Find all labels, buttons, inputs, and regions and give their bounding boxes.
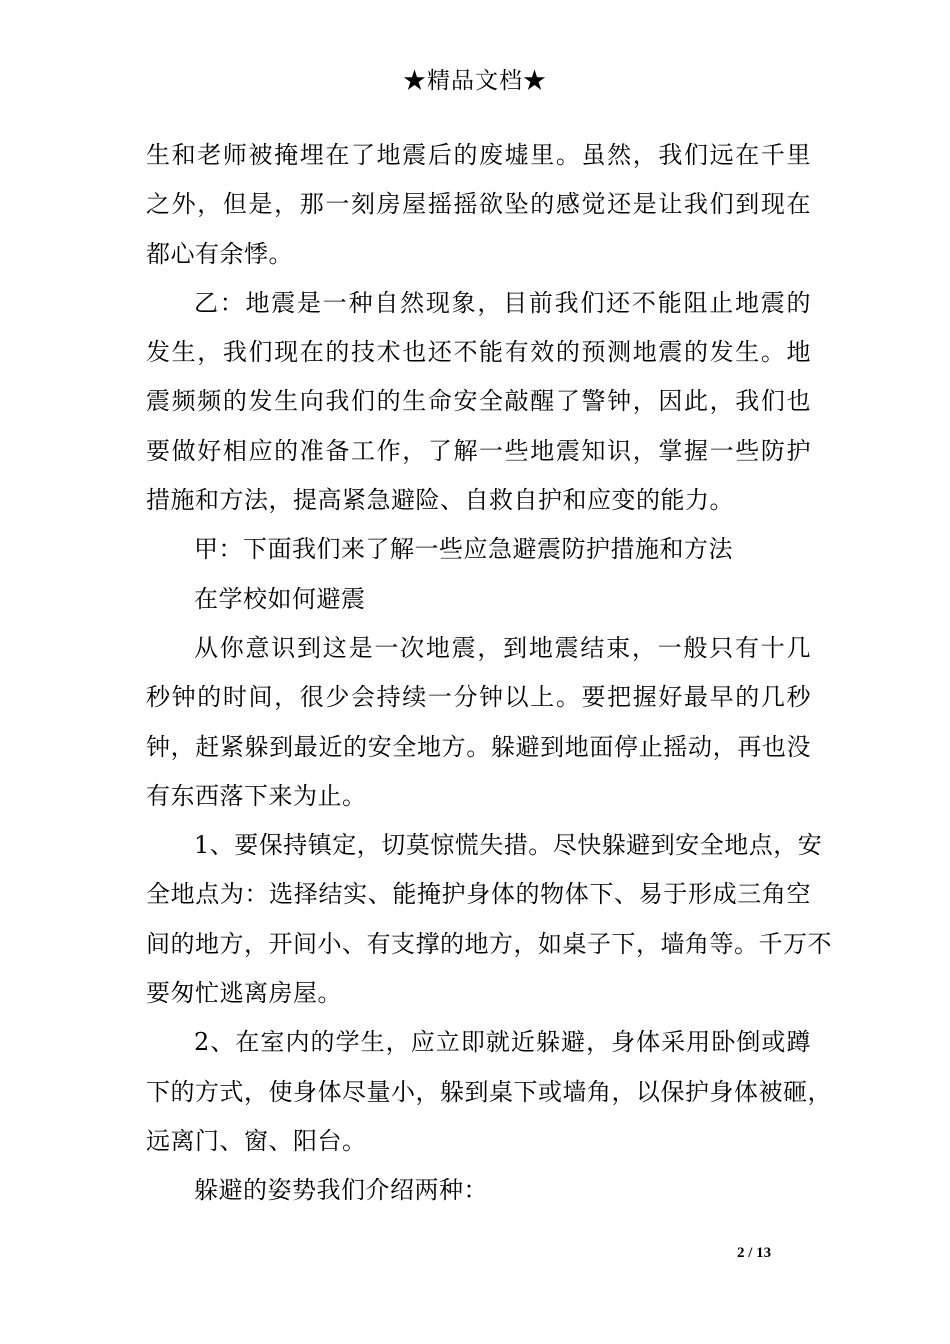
paragraph (146, 525, 811, 574)
page-header-title: ★精品文档★ (403, 68, 547, 94)
text-line: 乙：地震是一种自然现象，目前我们还不能阻止地震的 (194, 288, 811, 317)
document-body (146, 131, 832, 1216)
text-line: 要做好相应的准备工作，了解一些地震知识，掌握一些防护 (146, 436, 811, 465)
paragraph (146, 1166, 811, 1215)
text-line: 从你意识到这是一次地震，到地震结束，一般只有十几 (194, 633, 811, 662)
paragraph (146, 575, 811, 624)
text-line: 远离门、窗、阳台。 (146, 1126, 367, 1155)
text-line: 有东西落下来为止。 (146, 781, 367, 810)
text-line: 2、在室内的学生，应立即就近躲避，身体采用卧倒或蹲 (194, 1028, 811, 1057)
text-line: 都心有余悸。 (146, 239, 293, 268)
paragraph (146, 279, 811, 525)
text-line: 生和老师被掩埋在了地震后的废墟里。虽然，我们远在千里 (146, 141, 811, 169)
text-line: 发生，我们现在的技术也还不能有效的预测地震的发生。地 (146, 338, 811, 367)
text-line: 之外，但是，那一刻房屋摇摇欲坠的感觉还是让我们到现在 (146, 190, 811, 219)
section-heading: 在学校如何避震 (194, 584, 366, 613)
text-line: 要匆忙逃离房屋。 (146, 979, 342, 1008)
text-line: 震频频的发生向我们的生命安全敲醒了警钟，因此，我们也 (146, 387, 811, 416)
page-number: 2 / 13 (737, 1245, 772, 1261)
text-line: 躲避的姿势我们介绍两种： (194, 1176, 488, 1205)
paragraph (146, 624, 811, 821)
text-line: 钟，赶紧躲到最近的安全地方。躲避到地面停止摇动，再也没 (146, 732, 811, 761)
text-line: 间的地方，开间小、有支撑的地方，如桌子下，墙角等。千万不 (146, 929, 832, 958)
text-line: 秒钟的时间，很少会持续一分钟以上。要把握好最早的几秒 (146, 683, 811, 712)
text-line: 1、要保持镇定，切莫惊慌失措。尽快躲避到安全地点，安 (194, 831, 823, 860)
text-line: 全地点为：选择结实、能掩护身体的物体下、易于形成三角空 (146, 880, 811, 909)
paragraph (146, 131, 811, 279)
text-line: 甲：下面我们来了解一些应急避震防护措施和方法 (194, 535, 733, 564)
paragraph (146, 1018, 832, 1166)
text-line: 措施和方法，提高紧急避险、自救自护和应变的能力。 (146, 486, 734, 515)
paragraph (146, 821, 832, 1018)
text-line: 下的方式，使身体尽量小，躲到桌下或墙角，以保护身体被砸， (146, 1077, 832, 1106)
